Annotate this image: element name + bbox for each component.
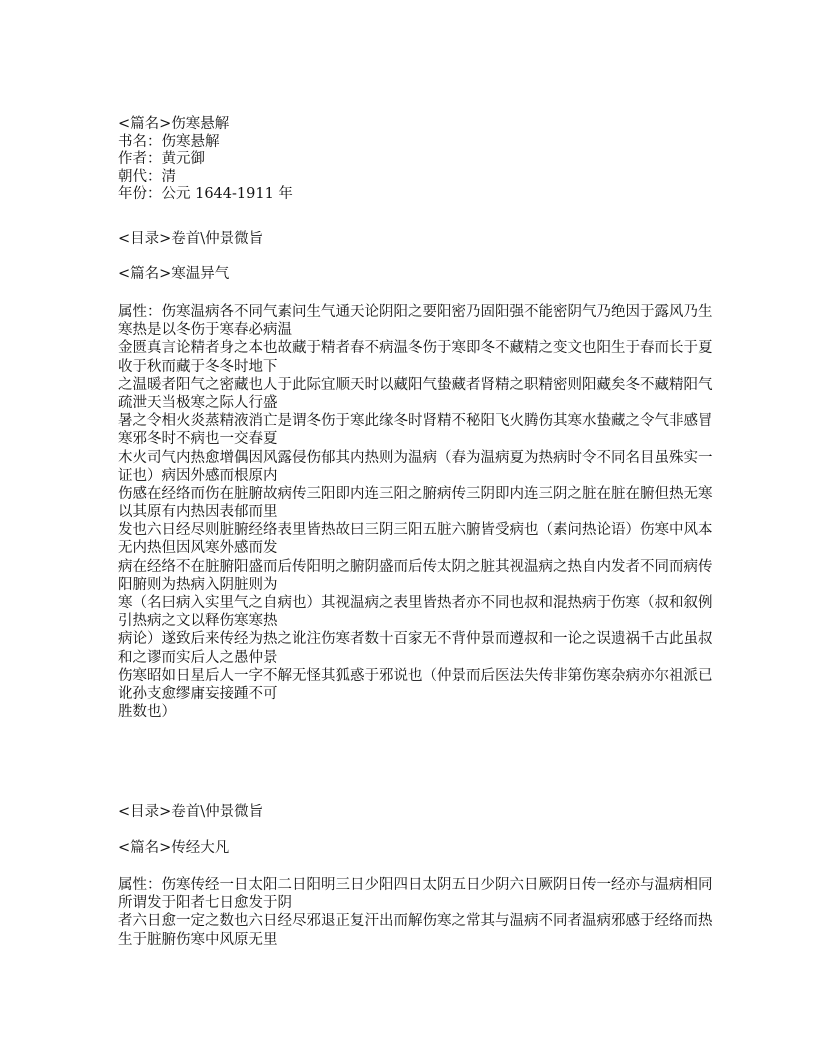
body-text-line: 病在经络不在脏腑阳盛而后传阳明之腑阴盛而后传太阴之脏其视温病之热自内发者不同而病传 <box>118 558 713 575</box>
body-text-line: 之温暖者阳气之密藏也人于此际宜顺天时以藏阳气蛰藏者肾精之职精密则阳藏矣冬不藏精阳气 <box>118 376 713 393</box>
meta-book-name: 书名：伤寒悬解 <box>118 133 220 150</box>
section-1-catalog <box>118 231 263 249</box>
body-text-line: 寒热是以冬伤于寒春必病温 <box>118 322 292 339</box>
meta-chapter-name: <篇名>伤寒悬解 <box>118 116 230 132</box>
body-text-line: 无内热但因风寒外感而发 <box>118 540 278 557</box>
section-1-body <box>118 303 713 721</box>
meta-dynasty: 朝代：清 <box>118 168 176 185</box>
book-metadata <box>118 116 293 204</box>
body-text-line: 暑之令相火炎蒸精液消亡是谓冬伤于寒此缘冬时肾精不秘阳飞火腾伤其寒水蛰藏之令气非感冒 <box>118 413 713 430</box>
body-text-line: 伤感在经络而伤在脏腑故病传三阳即内连三阳之腑病传三阴即内连三阴之脏在脏在腑但热无寒 <box>118 485 713 502</box>
body-text-line: 金匮真言论精者身之本也故藏于精者春不病温冬伤于寒即冬不藏精之变文也阳生于春而长于夏 <box>118 340 713 357</box>
meta-author: 作者：黄元御 <box>118 151 205 167</box>
body-text-line: 寒邪冬时不病也一交春夏 <box>118 431 278 448</box>
body-text-line: 引热病之文以释伤寒寒热 <box>118 613 278 630</box>
body-text-line: 发也六日经尽则脏腑经络表里皆热故曰三阴三阳五脏六腑皆受病也（素问热论语）伤寒中风本 <box>118 522 713 539</box>
body-text-line: 病论）遂致后来传经为热之讹注伤寒者数十百家无不背仲景而遵叔和一论之误遗祸千古此虽叔 <box>118 631 713 648</box>
body-text-line: 阳腑则为热病入阴脏则为 <box>118 576 278 593</box>
body-text-line: 属性：伤寒温病各不同气素问生气通天论阴阳之要阳密乃固阳强不能密阴气乃绝因于露风乃生 <box>118 304 713 320</box>
meta-year: 年份：公元 1644-1911 年 <box>118 186 293 202</box>
catalog-line: <目录>卷首\仲景微旨 <box>118 804 264 820</box>
chapter-title: <篇名>寒温异气 <box>118 266 230 282</box>
body-text-line: 寒（名曰病入实里气之自病也）其视温病之表里皆热者亦不同也叔和混热病于伤寒（叔和叙例 <box>118 595 713 611</box>
body-text-line: 木火司气内热愈增偶因风露侵伤郁其内热则为温病（春为温病夏为热病时令不同名目虽殊实一 <box>118 449 713 466</box>
body-text-line: 者六日愈一定之数也六日经尽邪退正复汗出而解伤寒之常其与温病不同者温病邪感于经络而热 <box>118 913 713 930</box>
body-text-line: 生于脏腑伤寒中风原无里 <box>118 931 278 948</box>
section-1-title <box>118 266 229 284</box>
chapter-title: <篇名>传经大凡 <box>118 840 230 856</box>
section-2-catalog <box>118 804 263 822</box>
body-text-line: 胜数也） <box>118 704 176 721</box>
body-text-line: 伤寒昭如日星后人一字不解无怪其狐惑于邪说也（仲景而后医法失传非第伤寒杂病亦尔祖派已 <box>118 667 713 684</box>
body-text-line: 属性：伤寒传经一日太阳二日阳明三日少阳四日太阴五日少阴六日厥阴日传一经亦与温病相同 <box>118 877 713 893</box>
body-text-line: 所谓发于阳者七日愈发于阴 <box>118 895 292 912</box>
section-2-title <box>118 840 229 858</box>
section-2-body <box>118 876 713 949</box>
body-text-line: 收于秋而藏于冬冬时地下 <box>118 358 278 375</box>
body-text-line: 证也）病因外感而根原内 <box>118 467 278 484</box>
body-text-line: 以其原有内热因表郁而里 <box>118 504 278 521</box>
body-text-line: 和之谬而实后人之愚仲景 <box>118 649 278 666</box>
body-text-line: 疏泄天当极寒之际人行盛 <box>118 394 278 411</box>
body-text-line: 讹孙支愈缪庸妄接踵不可 <box>118 685 278 702</box>
catalog-line: <目录>卷首\仲景微旨 <box>118 231 264 247</box>
